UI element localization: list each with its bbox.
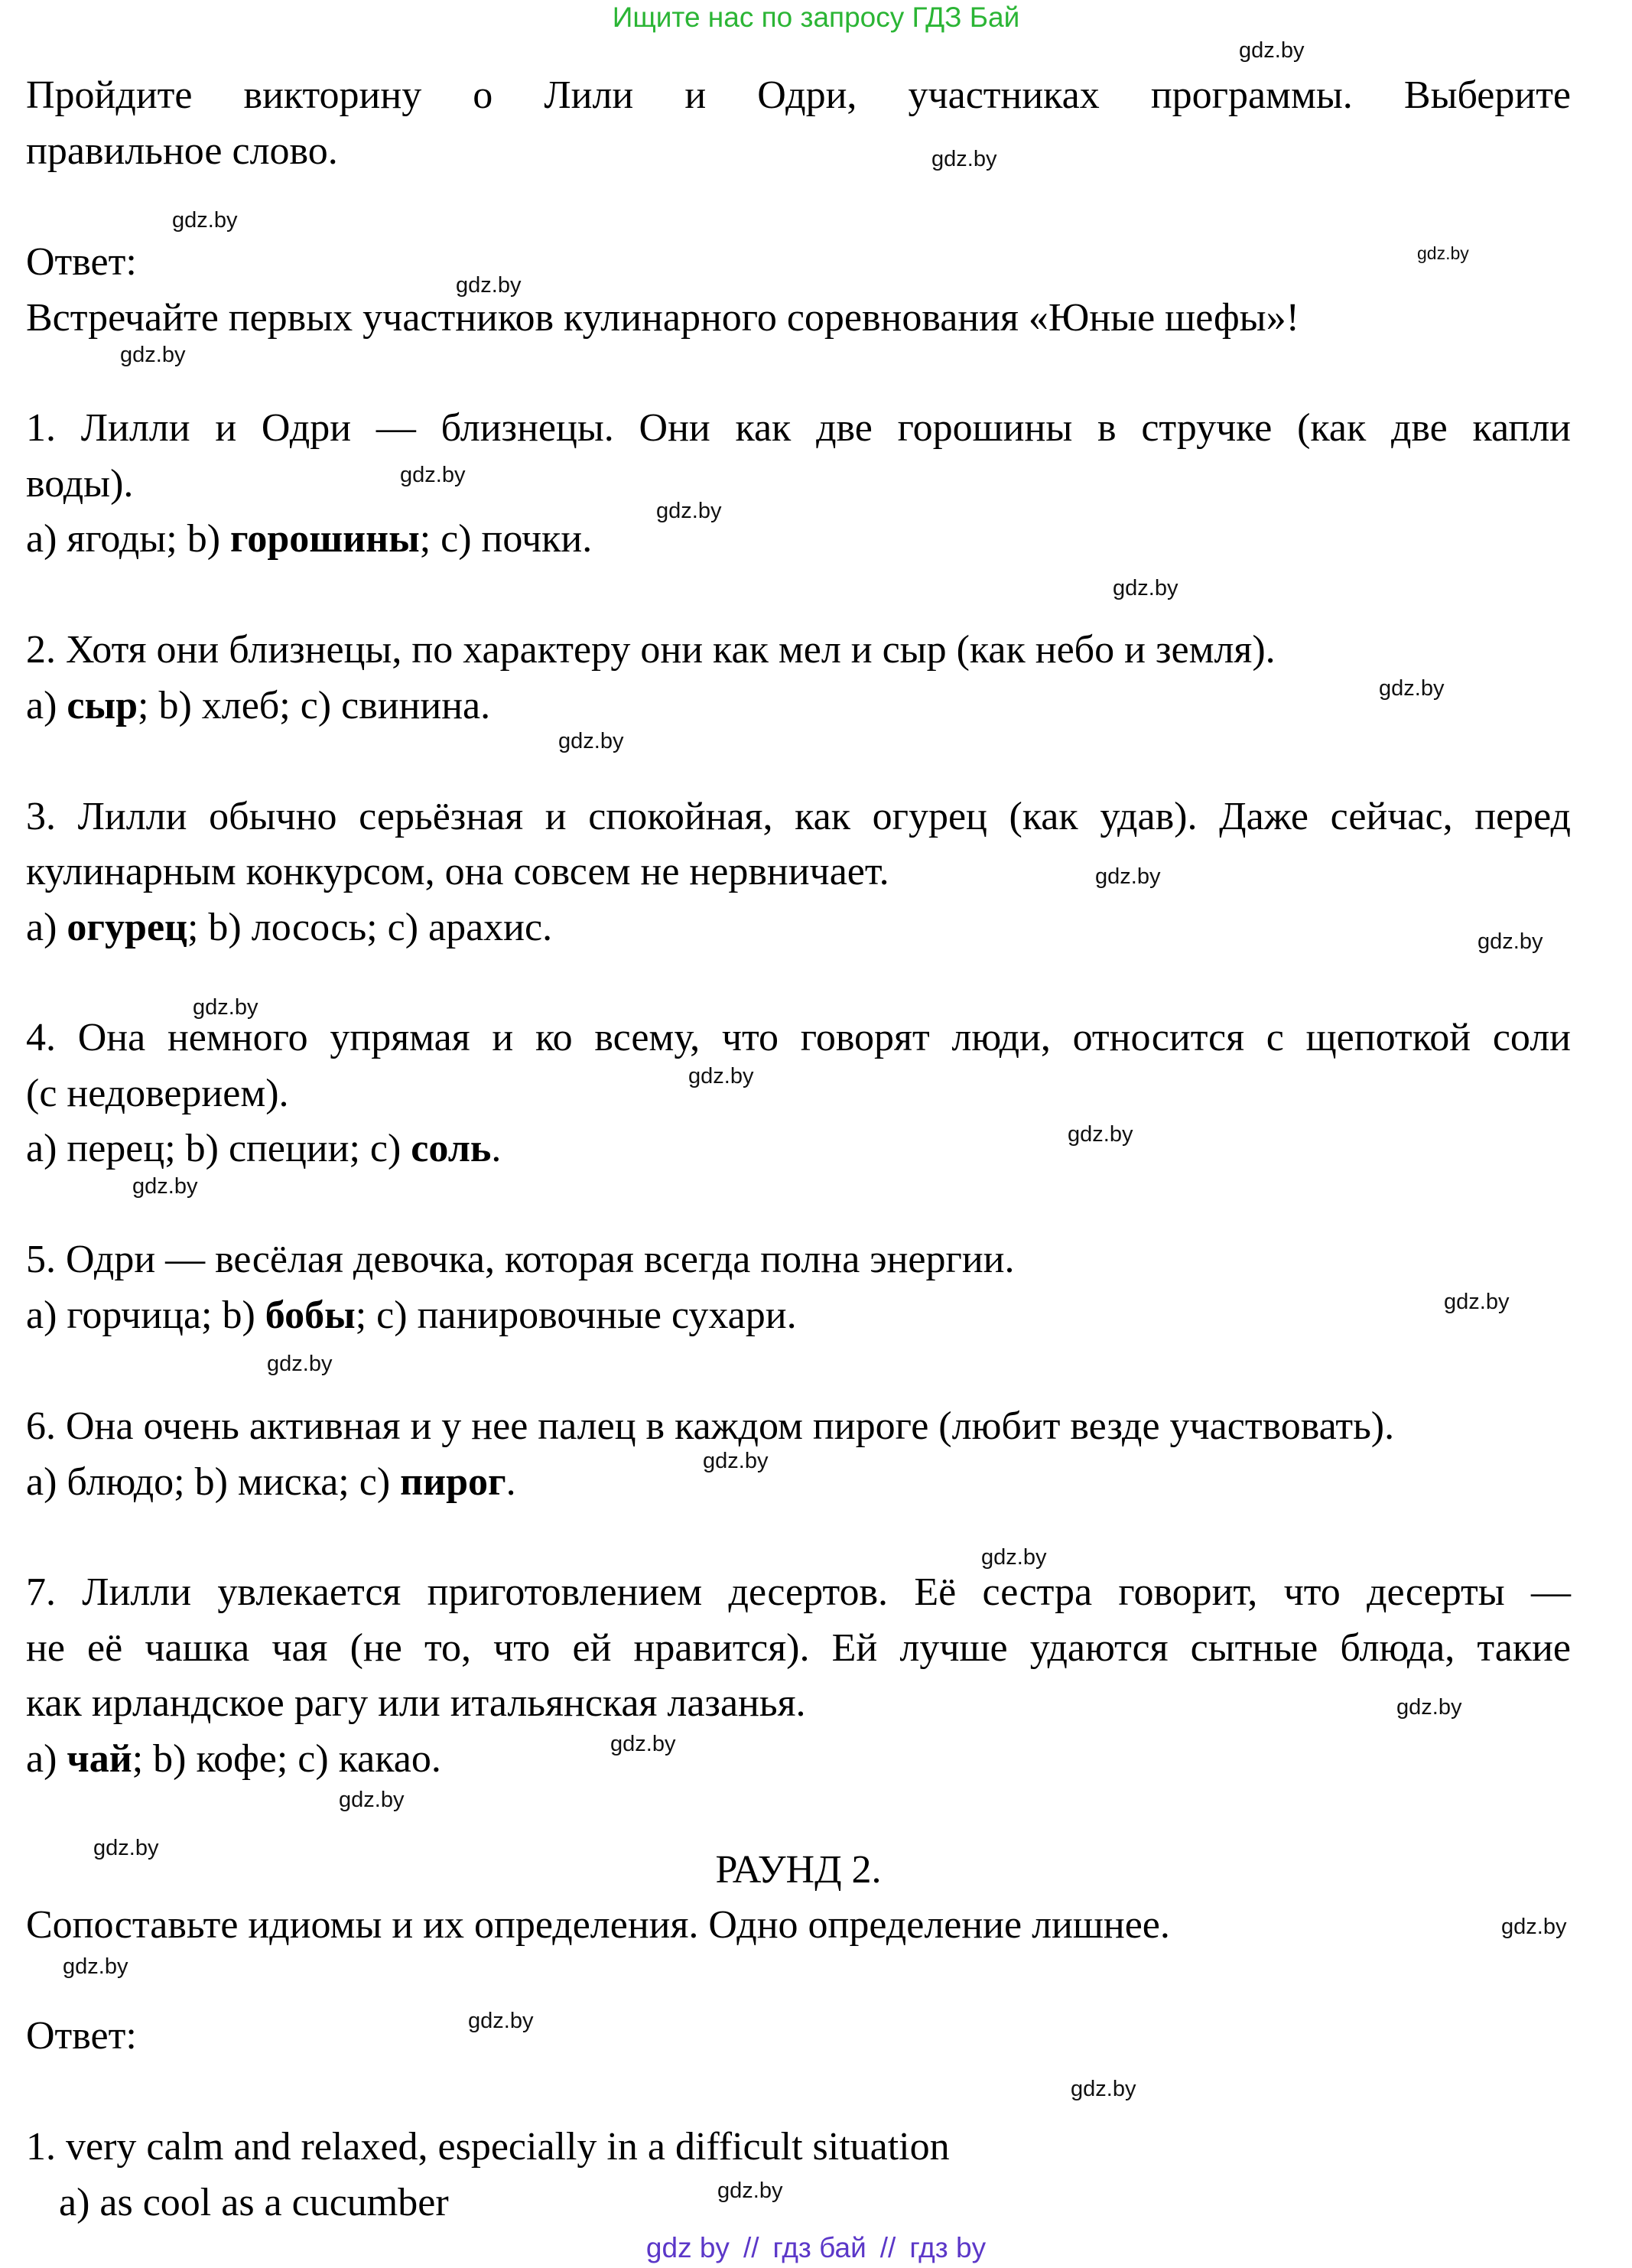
watermark: gdz.by	[1239, 38, 1305, 63]
answer-label: Ответ:	[26, 240, 137, 284]
watermark: gdz.by	[610, 1732, 676, 1756]
watermark: gdz.by	[339, 1788, 405, 1812]
question-3-options: a) огурец; b) лосось; c) арахис.	[26, 906, 553, 949]
watermark: gdz.by	[1113, 576, 1178, 600]
question-4-line-1: 4. Она немного упрямая и ко всему, что говорят люди, относится с щепоткой соли	[26, 1016, 1571, 1059]
watermark: gdz.by	[1379, 676, 1445, 701]
watermark: gdz.by	[717, 2179, 783, 2203]
question-7-line-1: 7. Лилли увлекается приготовлением десертов. Её сестра говорит, что десерты —	[26, 1570, 1571, 1614]
intro-line-1: Пройдите викторину о Лили и Одри, участниках программы. Выберите	[26, 73, 1571, 117]
round-2-item-1: 1. very calm and relaxed, especially in a difficult situation	[26, 2125, 950, 2169]
watermark: gdz.by	[1095, 864, 1161, 889]
watermark: gdz.by	[1444, 1290, 1510, 1314]
question-2-answer: сыр	[67, 684, 138, 727]
question-5-options: a) горчица; b) бобы; c) панировочные сухари.	[26, 1293, 797, 1337]
question-3-answer: огурец	[67, 906, 187, 949]
question-5-answer: бобы	[265, 1293, 356, 1337]
footer-link[interactable]: gdz by	[645, 2232, 730, 2263]
question-6-line-1: 6. Она очень активная и у нее палец в каждом пироге (любит везде участвовать).	[26, 1404, 1395, 1448]
watermark: gdz.by	[981, 1545, 1047, 1570]
question-6-answer: пирог	[400, 1460, 506, 1504]
watermark: gdz.by	[1417, 243, 1469, 263]
round-2-instruction: Сопоставьте идиомы и их определения. Одно определение лишнее.	[26, 1903, 1170, 1947]
watermark: gdz.by	[267, 1352, 333, 1376]
question-4-answer: соль	[411, 1127, 492, 1170]
round-2-answer-label: Ответ:	[26, 2014, 137, 2058]
question-2-line-1: 2. Хотя они близнецы, по характеру они как мел и сыр (как небо и земля).	[26, 628, 1276, 672]
watermark: gdz.by	[400, 463, 466, 487]
footer-links[interactable]	[0, 2232, 1632, 2264]
watermark: gdz.by	[132, 1174, 198, 1199]
question-7-options: a) чай; b) кофе; c) какао.	[26, 1737, 441, 1781]
footer-link[interactable]: гдз by	[909, 2232, 987, 2263]
round-2-item-1-answer: a) as cool as a cucumber	[59, 2181, 449, 2224]
question-4-line-2: (с недоверием).	[26, 1072, 289, 1115]
watermark: gdz.by	[193, 995, 258, 1020]
question-3-line-1: 3. Лилли обычно серьёзная и спокойная, как огурец (как удав). Даже сейчас, перед	[26, 795, 1571, 838]
watermark: gdz.by	[63, 1954, 128, 1979]
footer-separator: //	[879, 2232, 896, 2263]
question-3-line-2: кулинарным конкурсом, она совсем не нервничает.	[26, 850, 889, 893]
intro-line-2: правильное слово.	[26, 129, 338, 173]
footer-link[interactable]: гдз бай	[772, 2232, 866, 2263]
question-6-options: a) блюдо; b) миска; c) пирог.	[26, 1460, 516, 1504]
question-1-options: a) ягоды; b) горошины; c) почки.	[26, 517, 593, 561]
question-1-answer: горошины	[230, 517, 420, 561]
question-1-line-2: воды).	[26, 462, 134, 506]
watermark: gdz.by	[456, 273, 522, 298]
footer-separator: //	[743, 2232, 759, 2263]
watermark: gdz.by	[93, 1836, 159, 1860]
question-4-options: a) перец; b) специи; c) соль.	[26, 1127, 502, 1170]
round-2-title: РАУНД 2.	[715, 1848, 882, 1892]
question-7-line-3: как ирландское рагу или итальянская лазанья.	[26, 1681, 806, 1725]
watermark: gdz.by	[1478, 929, 1543, 954]
question-7-line-2: не её чашка чая (не то, что ей нравится). Ей лучше удаются сытные блюда, такие	[26, 1626, 1571, 1670]
watermark: gdz.by	[558, 729, 624, 753]
watermark: gdz.by	[1068, 1122, 1133, 1147]
watermark: gdz.by	[172, 208, 238, 233]
top-banner[interactable]: Ищите нас по запросу ГДЗ Бай	[612, 2, 1020, 33]
watermark: gdz.by	[120, 343, 186, 367]
question-7-answer: чай	[67, 1737, 132, 1781]
greeting: Встречайте первых участников кулинарного соревнования «Юные шефы»!	[26, 296, 1299, 340]
watermark: gdz.by	[688, 1064, 754, 1088]
watermark: gdz.by	[1501, 1915, 1567, 1939]
watermark: gdz.by	[1396, 1695, 1462, 1720]
watermark: gdz.by	[703, 1449, 769, 1473]
watermark: gdz.by	[931, 147, 997, 171]
question-1-line-1: 1. Лилли и Одри — близнецы. Они как две горошины в стручке (как две капли	[26, 406, 1571, 450]
question-2-options: a) сыр; b) хлеб; c) свинина.	[26, 684, 491, 727]
question-5-line-1: 5. Одри — весёлая девочка, которая всегда полна энергии.	[26, 1238, 1015, 1281]
watermark: gdz.by	[1071, 2077, 1136, 2101]
watermark: gdz.by	[468, 2009, 534, 2033]
watermark: gdz.by	[656, 499, 722, 523]
